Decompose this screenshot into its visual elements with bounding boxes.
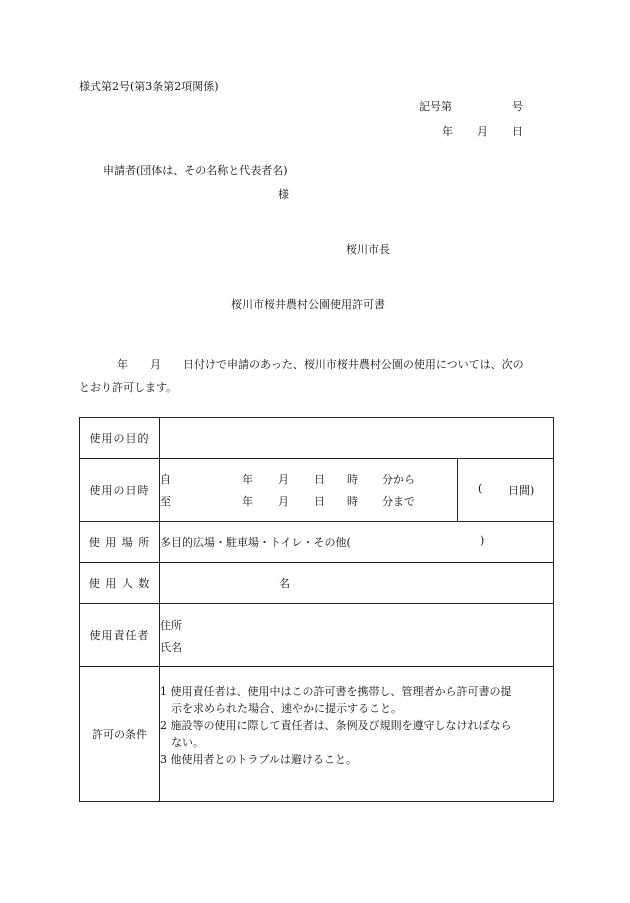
days-open: (	[478, 482, 483, 495]
to-month: 月	[278, 495, 289, 508]
people-unit: 名	[279, 577, 290, 590]
date-day: 日	[512, 125, 523, 138]
date-year: 年	[442, 125, 453, 138]
row-place	[80, 522, 554, 563]
responsible-value	[160, 604, 554, 667]
condition-1-line2: 示を求められた場合、速やかに提示すること。	[171, 701, 402, 715]
days-count	[458, 459, 554, 522]
issuer: 桜川市長	[346, 243, 390, 256]
to-minute: 分まで	[382, 495, 415, 508]
record-number-prefix: 記号第	[419, 100, 452, 113]
from-prefix: 自	[160, 473, 171, 486]
applicant-honorific: 様	[278, 188, 289, 201]
body-month: 月	[150, 358, 161, 371]
applicant-label: 申請者(団体は、その名称と代表者名)	[103, 164, 288, 177]
from-day: 日	[314, 473, 325, 486]
address-label: 住所	[160, 619, 182, 632]
datetime-label: 使用の日時	[80, 459, 160, 522]
to-prefix: 至	[160, 495, 171, 508]
body-year: 年	[117, 358, 128, 371]
row-purpose	[80, 418, 554, 459]
purpose-label: 使用の目的	[80, 418, 160, 459]
place-close-paren: )	[480, 534, 485, 547]
date-month: 月	[477, 125, 488, 138]
datetime-range	[160, 459, 458, 522]
body-text-line1: 日付けで申請のあった、桜川市桜井農村公園の使用については、次の	[183, 358, 524, 371]
form-number: 様式第2号(第3条第2項関係)	[79, 80, 219, 93]
condition-2-line1: 2 施設等の使用に際して責任者は、条例及び規則を遵守しなければなら	[160, 718, 512, 732]
row-datetime	[80, 459, 554, 522]
conditions-list	[160, 667, 554, 802]
people-value	[160, 563, 554, 604]
row-responsible	[80, 604, 554, 667]
condition-3-line1: 3 他使用者とのトラブルは避けること。	[160, 752, 358, 766]
record-number-suffix: 号	[512, 100, 523, 113]
from-hour: 時	[347, 473, 358, 486]
place-label: 使 用 場 所	[80, 522, 160, 563]
purpose-value	[160, 418, 554, 459]
from-month: 月	[278, 473, 289, 486]
responsible-label: 使用責任者	[80, 604, 160, 667]
place-value	[160, 522, 554, 563]
condition-1-line1: 1 使用責任者は、使用中はこの許可書を携帯し、管理者から許可書の提	[160, 684, 512, 698]
from-minute: 分から	[382, 473, 415, 486]
to-hour: 時	[347, 495, 358, 508]
row-people	[80, 563, 554, 604]
place-options: 多目的広場・駐車場・トイレ・その他(	[160, 536, 351, 549]
to-year: 年	[242, 495, 253, 508]
body-text-line2: とおり許可します。	[79, 381, 178, 394]
permit-table	[79, 417, 554, 802]
days-close: 日間)	[508, 484, 535, 497]
people-label: 使 用 人 数	[80, 563, 160, 604]
conditions-label: 許可の条件	[80, 667, 160, 802]
from-year: 年	[242, 473, 253, 486]
row-conditions	[80, 667, 554, 802]
condition-2-line2: ない。	[171, 735, 204, 749]
name-label: 氏名	[160, 641, 182, 654]
document-title: 桜川市桜井農村公園使用許可書	[231, 298, 385, 311]
to-day: 日	[314, 495, 325, 508]
